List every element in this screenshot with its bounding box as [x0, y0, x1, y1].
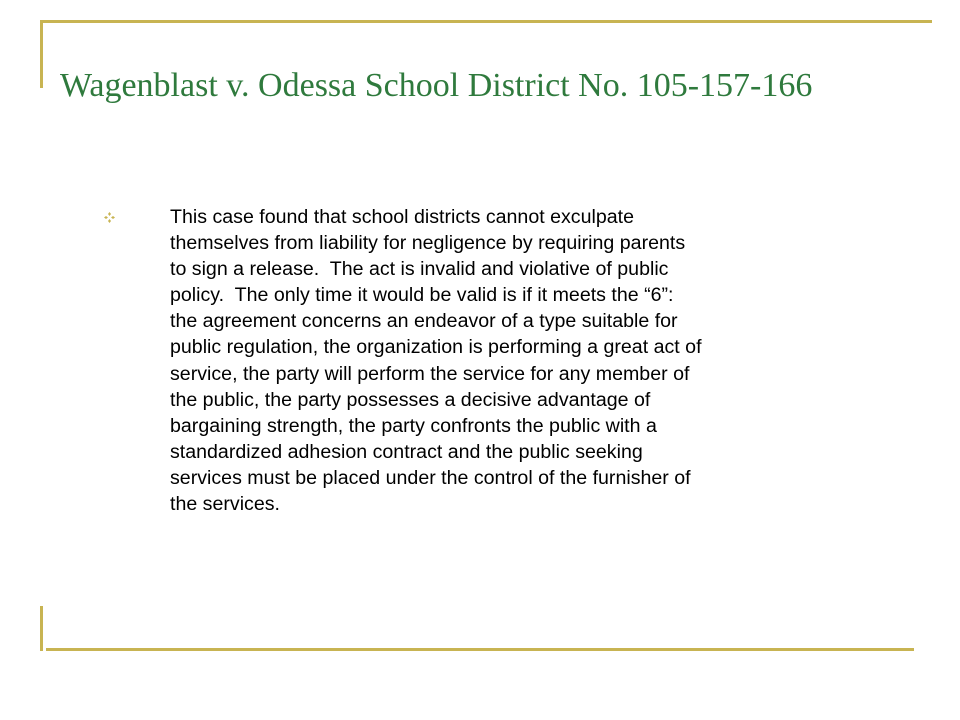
slide-content	[104, 204, 824, 517]
slide-title: Wagenblast v. Odessa School District No. 105-157-166	[60, 67, 813, 104]
bottom-rule	[46, 648, 914, 651]
top-rule	[40, 20, 932, 23]
diamond-bullet-icon	[104, 204, 170, 223]
bullet-text: This case found that school districts cannot exculpate themselves from liability for negligence by requiring parents to sign a release. The act is invalid and violative of public policy. The only time it would be valid is if it meets the “6”: the agreement concerns an endeavor of a type suitable for public regulation, the organization is performing a great act of service, the party will perform the service for any member of the public, the party possesses a decisive advantage of bargaining strength, the party confronts the public with a standardized adhesion contract and the public seeking services must be placed under the control of the furnisher of the services.	[170, 206, 702, 516]
bottom-left-rule	[40, 606, 43, 651]
left-rule	[40, 20, 43, 88]
bullet-item	[104, 204, 824, 517]
